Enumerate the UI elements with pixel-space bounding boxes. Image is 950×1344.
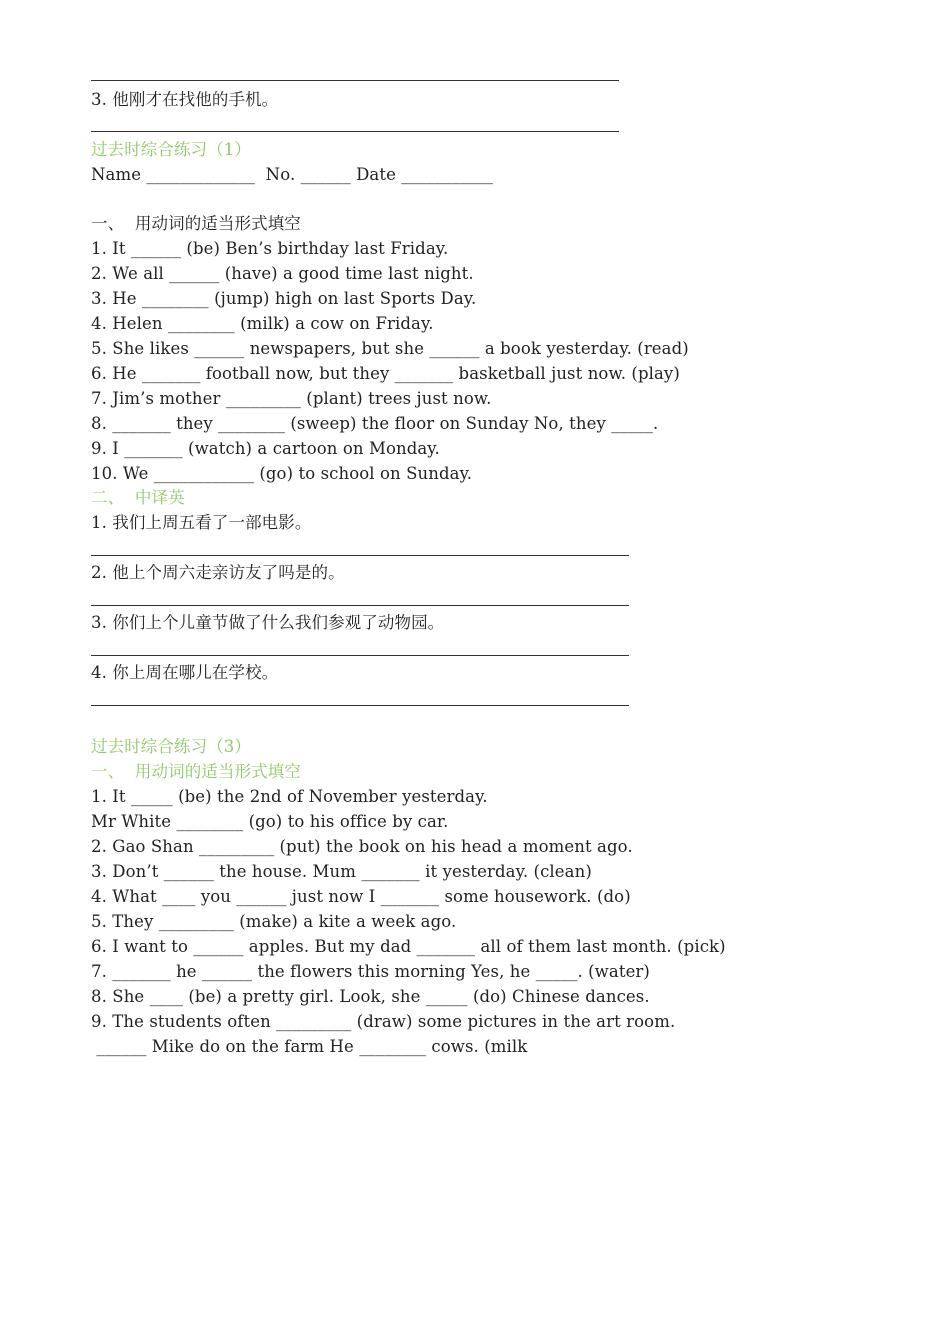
question-item: 6. I want to ______ apples. But my dad _______ all of them last month. (pick) — [91, 937, 726, 956]
question-item: Mr White ________ (go) to his office by car. — [91, 812, 449, 831]
exercise-title: 过去时综合练习（3） — [91, 737, 251, 756]
translation-item: 3. 他刚才在找他的手机。 — [91, 90, 279, 109]
answer-line — [91, 80, 619, 81]
answer-line — [91, 655, 629, 656]
answer-line — [91, 705, 629, 706]
question-item: 7. _______ he ______ the flowers this morning Yes, he _____. (water) — [91, 962, 650, 981]
question-item: 3. He ________ (jump) high on last Sports Day. — [91, 289, 477, 308]
section-title: 二、 中译英 — [91, 488, 185, 507]
question-item: 8. She ____ (be) a pretty girl. Look, she _____ (do) Chinese dances. — [91, 987, 650, 1006]
question-item: 1. It ______ (be) Ben’s birthday last Friday. — [91, 239, 449, 258]
question-item: 6. He _______ football now, but they _______ basketball just now. (play) — [91, 364, 680, 383]
question-item: 9. I _______ (watch) a cartoon on Monday. — [91, 439, 440, 458]
name-number-date-line: Name _____________ No. ______ Date ___________ — [91, 165, 494, 184]
question-item: 2. We all ______ (have) a good time last night. — [91, 264, 474, 283]
section-title: 一、 用动词的适当形式填空 — [91, 762, 301, 781]
question-item: 4. What ____ you ______ just now I _______ some housework. (do) — [91, 887, 631, 906]
question-item: 3. Don’t ______ the house. Mum _______ it yesterday. (clean) — [91, 862, 592, 881]
answer-line — [91, 131, 619, 132]
question-item: ______ Mike do on the farm He ________ cows. (milk — [91, 1037, 528, 1056]
question-item: 8. _______ they ________ (sweep) the floor on Sunday No, they _____. — [91, 414, 659, 433]
question-item: 5. She likes ______ newspapers, but she ______ a book yesterday. (read) — [91, 339, 689, 358]
translation-item: 2. 他上个周六走亲访友了吗是的。 — [91, 563, 345, 582]
question-item: 4. Helen ________ (milk) a cow on Friday. — [91, 314, 434, 333]
question-item: 7. Jim’s mother _________ (plant) trees just now. — [91, 389, 492, 408]
answer-line — [91, 605, 629, 606]
translation-item: 4. 你上周在哪儿在学校。 — [91, 663, 279, 682]
exercise-title: 过去时综合练习（1） — [91, 140, 251, 159]
question-item: 1. It _____ (be) the 2nd of November yesterday. — [91, 787, 488, 806]
answer-line — [91, 555, 629, 556]
translation-item: 1. 我们上周五看了一部电影。 — [91, 513, 312, 532]
question-item: 5. They _________ (make) a kite a week ago. — [91, 912, 457, 931]
section-title: 一、 用动词的适当形式填空 — [91, 214, 301, 233]
question-item: 2. Gao Shan _________ (put) the book on his head a moment ago. — [91, 837, 633, 856]
question-item: 9. The students often _________ (draw) some pictures in the art room. — [91, 1012, 676, 1031]
translation-item: 3. 你们上个儿童节做了什么我们参观了动物园。 — [91, 613, 445, 632]
question-item: 10. We ____________ (go) to school on Sunday. — [91, 464, 473, 483]
